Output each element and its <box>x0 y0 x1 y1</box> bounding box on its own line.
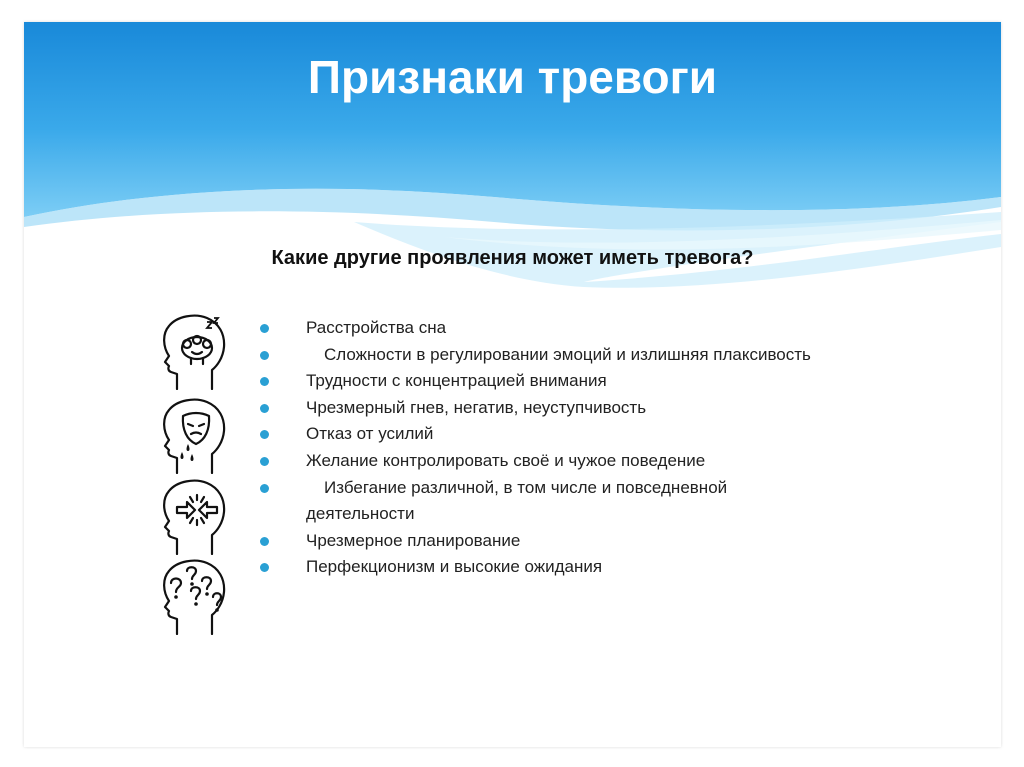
slide-subtitle: Какие другие проявления может иметь тревога? <box>271 247 754 269</box>
list-item: Трудности с концентрацией внимания <box>260 368 820 395</box>
head-question-marks-icon <box>157 557 229 635</box>
bullet-dot-icon <box>260 324 269 333</box>
bullet-dot-icon <box>260 484 269 493</box>
list-item: Отказ от усилий <box>260 421 820 448</box>
bullet-dot-icon <box>260 430 269 439</box>
list-item: Избегание различной, в том числе и повседневной деятельности <box>260 475 820 528</box>
bullet-dot-icon <box>260 457 269 466</box>
list-item: Расстройства сна <box>260 315 820 342</box>
slide-title: Признаки тревоги <box>307 51 718 103</box>
bullet-dot-icon <box>260 537 269 546</box>
list-item: Желание контролировать своё и чужое поведение <box>260 448 820 475</box>
list-item: Чрезмерный гнев, негатив, неуступчивость <box>260 395 820 422</box>
head-crying-mask-icon <box>157 394 227 474</box>
slide <box>24 22 1001 747</box>
bullet-dot-icon <box>260 351 269 360</box>
head-arrows-conflict-icon <box>157 477 227 555</box>
bullet-dot-icon <box>260 563 269 572</box>
bullet-dot-icon <box>260 404 269 413</box>
list-item: Перфекционизм и высокие ожидания <box>260 554 606 581</box>
symptom-list <box>260 315 820 581</box>
list-item: Чрезмерное планирование <box>260 528 820 555</box>
head-sleep-icon <box>157 312 227 390</box>
bullet-dot-icon <box>260 377 269 386</box>
list-item: Сложности в регулировании эмоций и излишняя плаксивость <box>260 342 820 369</box>
